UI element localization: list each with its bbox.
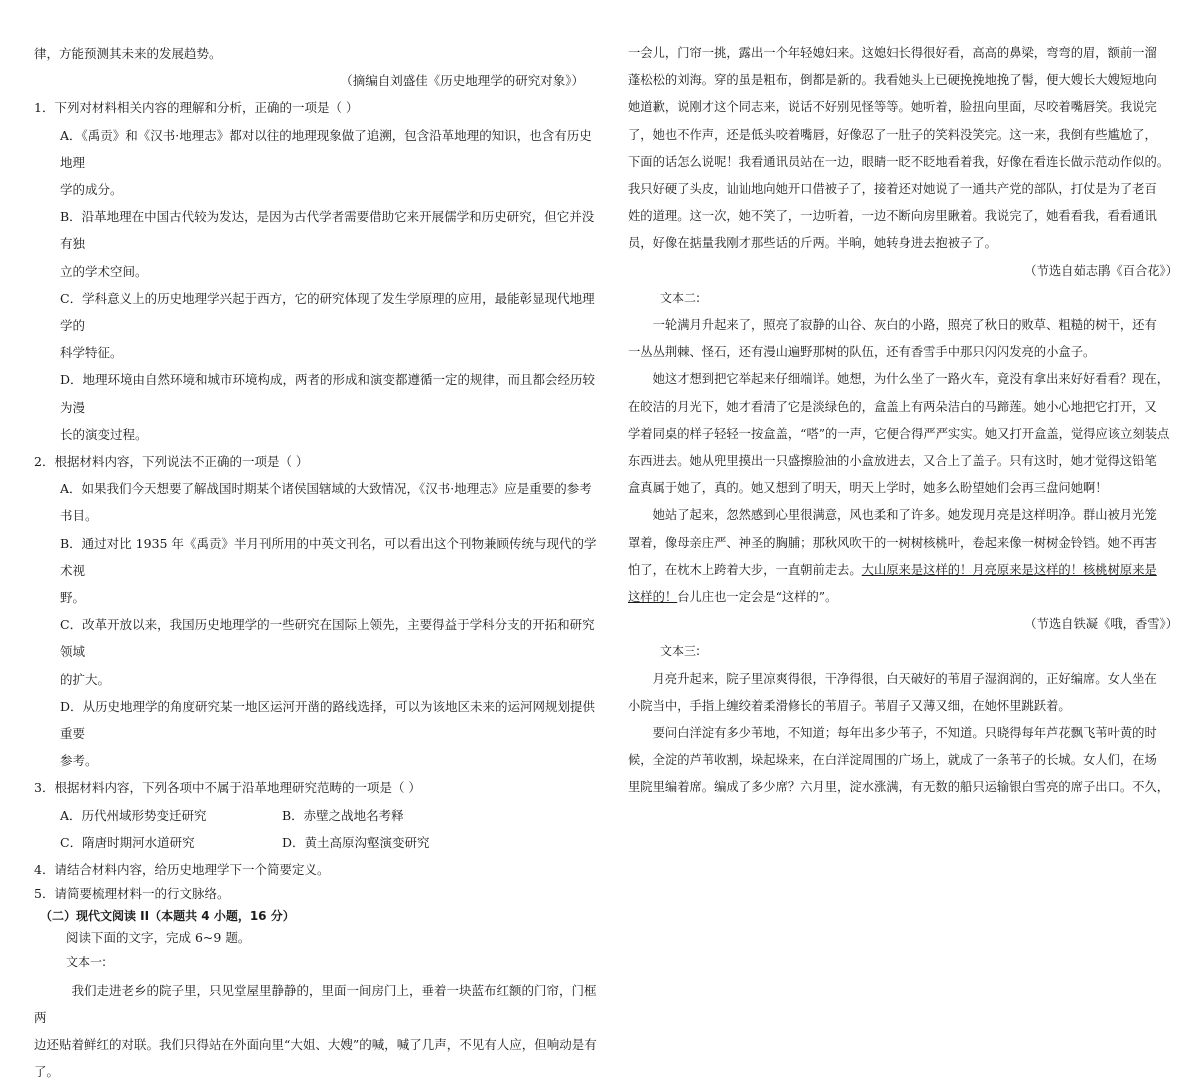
text2-para2: 她这才想到把它举起来仔细端详。她想，为什么坐了一路火车，竟没有拿出来好好看看？现在， [652,372,1170,387]
text-line: 了，她也不作声，还是低头咬着嘴唇，好像忍了一肚子的笑料没笑完。这一来，我倒有些尴尬了， [628,127,1157,142]
option-1d: D．地理环境由自然环境和城市环境构成，两者的形成和演变都遵循一定的规律，而且都会经历较为漫 [60,372,596,415]
option-1c: C．学科意义上的历史地理学兴起于西方，它的研究体现了发生学原理的应用，最能彰显现代地理学的 [60,290,595,334]
option-1c-cont: 科学特征。 [60,345,123,361]
text2-para3-cont: 罩着，像母亲庄严、神圣的胸脯；那秋风吹干的一树树核桃叶，卷起来像一树树金铃铛。她不再害 [628,535,1157,550]
text1-label: 文本一: [66,955,107,970]
text2-para2-cont: 在皎洁的月光下，她才看清了它是淡绿色的，盒盖上有两朵洁白的马蹄莲。她小心地把它打开，又 [628,399,1157,414]
text2-para2-cont: 学着同桌的样子轻轻一按盒盖，“嗒”的一声，它便合得严严实实。她又打开盒盖，觉得应该立刻装点 [628,426,1170,441]
text-line: 下面的话怎么说呢！我看通讯员站在一边，眼睛一眨不眨地看着我，好像在看连长做示范动作似的。 [628,154,1170,169]
option-1d-cont: 长的演变过程。 [60,426,148,442]
text1-para: 我们走进老乡的院子里，只见堂屋里静静的，里面一间房门上，垂着一块蓝布红额的门帘，门框两 [34,982,597,1025]
text2-para3: 她站了起来，忽然感到心里很满意，风也柔和了许多。她发现月亮是这样明净。群山被月光笼 [652,508,1157,523]
question-2: 2．根据材料内容，下列说法不正确的一项是（ ） [34,454,309,470]
text3-para2-cont: 里院里编着席。编成了多少席？六月里，淀水涨满，有无数的船只运输银白雪亮的席子出口。不久， [628,780,1170,795]
option-1a-cont: 学的成分。 [60,182,123,198]
question-1: 1．下列对材料相关内容的理解和分析，正确的一项是（ ） [34,100,359,116]
option-2b-cont: 野。 [60,590,86,606]
text-line: 员，好像在掂量我刚才那些话的斤两。半晌，她转身进去抱被子了。 [628,236,997,251]
left-column [34,40,604,1085]
underlined-text: 大山原来是这样的！月亮原来是这样的！核桃树原来是 [861,562,1157,577]
text3-para1-cont: 小院当中，手指上缠绞着柔滑修长的苇眉子。苇眉子又薄又细，在她怀里跳跃着。 [628,698,1071,713]
plain-text: 怕了，在枕木上跨着大步，一直朝前走去。 [628,562,862,577]
underlined-text: 这样的！ [628,590,678,605]
question-4: 4．请结合材料内容，给历史地理学下一个简要定义。 [34,862,330,878]
instructions: 阅读下面的文字，完成 6~9 题。 [66,930,251,946]
option-3c: C．隋唐时期河水道研究 [60,834,195,850]
question-5: 5．请简要梳理材料一的行文脉络。 [34,886,230,902]
option-1b: B．沿革地理在中国古代较为发达，是因为古代学者需要借助它来开展儒学和历史研究，但它并没有独 [60,209,595,252]
right-column [628,40,1198,802]
text2-para3-cont [628,584,1198,611]
question-3: 3．根据材料内容，下列各项中不属于沿革地理研究范畴的一项是（ ） [34,780,421,796]
option-2c: C．改革开放以来，我国历史地理学的一些研究在国际上领先，主要得益于学科分支的开拓和研究领域 [60,617,595,660]
text3-para2-cont: 候，全淀的芦苇收割，垛起垛来，在白洋淀周围的广场上，就成了一条苇子的长城。女人们，在场 [628,753,1157,768]
source-citation: （节选自茹志鹃《百合花》） [1024,263,1178,278]
text2-label: 文本二: [660,290,701,305]
option-3b: B．赤壁之战地名考释 [282,807,404,823]
option-1b-cont: 立的学术空间。 [60,263,148,279]
text2-para2-cont: 东西进去。她从兜里摸出一只盛擦脸油的小盒放进去，又合上了盖子。只有这时，她才觉得这铅笔 [628,454,1157,469]
text3-para1: 月亮升起来，院子里凉爽得很，干净得很，白天破好的苇眉子湿润润的，正好编席。女人坐在 [652,671,1157,686]
options-3-row1 [34,802,604,829]
text2-para1: 一轮满月升起来了，照亮了寂静的山谷、灰白的小路，照亮了秋日的败草、粗糙的树干，还有 [652,318,1157,333]
plain-text: 台儿庄也一定会是“这样的”。 [677,590,838,605]
options-3-row2 [34,829,604,856]
text-line: 一会儿，门帘一挑，露出一个年轻媳妇来。这媳妇长得很好看，高高的鼻梁，弯弯的眉，额前一溜 [628,46,1157,60]
text2-para1-cont: 一丛丛荆棘、怪石，还有漫山遍野那树的队伍，还有香雪手中那只闪闪发亮的小盒子。 [628,345,1096,360]
text-line: 她道歉，说刚才这个同志来，说话不好别见怪等等。她听着，脸扭向里面，尽咬着嘴唇笑。我说完 [628,100,1157,115]
text2-para2-cont: 盒真属于她了，真的。她又想到了明天，明天上学时，她多么盼望她们会再三盘问她啊！ [628,481,1108,496]
section-heading: （二）现代文阅读 II（本题共 4 小题，16 分） [40,909,295,924]
text3-para2: 要问白洋淀有多少苇地，不知道；每年出多少苇子，不知道。只晓得每年芦花飘飞苇叶黄的时 [652,726,1157,741]
option-2c-cont: 的扩大。 [60,671,111,687]
source-citation: （节选自铁凝《哦，香雪》） [1024,617,1178,632]
text2-para3-cont [628,557,1198,584]
source-citation: （摘编自刘盛佳《历史地理学的研究对象》） [340,73,584,89]
text-line: 姓的道理。这一次，她不笑了，一边听着，一边不断向房里瞅着。我说完了，她看看我，看看通讯 [628,209,1157,224]
text-line: 律，方能预测其未来的发展趋势。 [34,46,222,61]
option-2b: B．通过对比 1935 年《禹贡》半月刊所用的中英文刊名，可以看出这个刊物兼顾传统与现代的学术视 [60,535,597,578]
option-2a: A．如果我们今天想要了解战国时期某个诸侯国辖域的大致情况，《汉书·地理志》应是重要的参考书目。 [60,481,592,524]
option-2d: D．从历史地理学的角度研究某一地区运河开凿的路线选择，可以为该地区未来的运河网规划提供重要 [60,698,596,742]
text1-para-cont: 边还贴着鲜红的对联。我们只得站在外面向里“大姐、大嫂”的喊，喊了几声，不见有人应，但响动是有了。 [34,1036,597,1080]
option-3a: A．历代州域形势变迁研究 [60,807,207,823]
text3-label: 文本三: [660,644,701,659]
text-line: 我只好硬了头皮，讪讪地向她开口借被子了，接着还对她说了一通共产党的部队，打仗是为了老百 [628,182,1157,197]
option-3d: D．黄土高原沟壑演变研究 [282,834,430,850]
option-1a: A．《禹贡》和《汉书·地理志》都对以往的地理现象做了追溯，包含沿革地理的知识，也含有历史地理 [60,127,592,170]
text-line: 蓬松松的刘海。穿的虽是粗布，倒都是新的。我看她头上已硬挽挽地挽了髻，便大嫂长大嫂短地向 [628,73,1157,88]
option-2d-cont: 参考。 [60,753,98,769]
